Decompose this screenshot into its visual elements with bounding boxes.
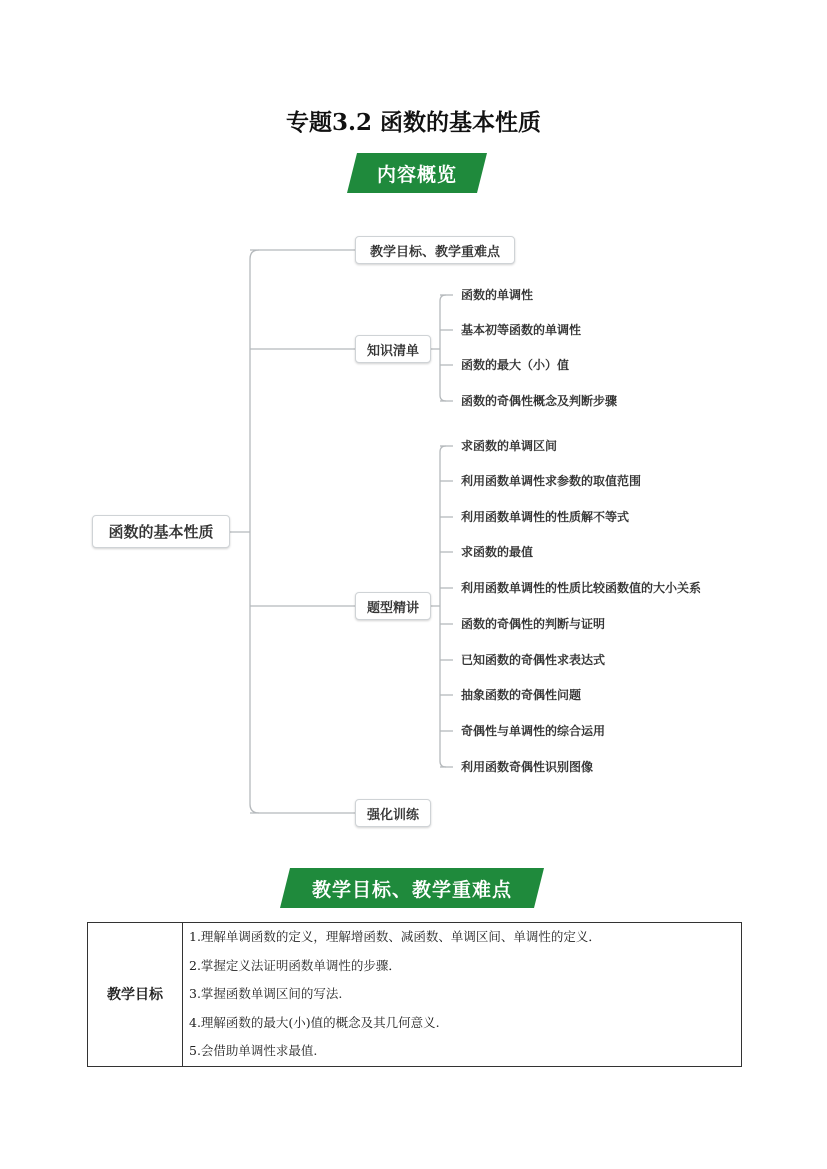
leaf-2-3: 函数的最大（小）值 [461, 358, 570, 372]
trunk-line [250, 250, 259, 813]
goals-label: 教学目标 [107, 987, 163, 1004]
leaf-3-8: 抽象函数的奇偶性问题 [461, 688, 582, 702]
leaf-3-2: 利用函数单调性求参数的取值范围 [461, 474, 642, 488]
goals-label-cell [88, 923, 183, 1067]
leaf-3-9: 奇偶性与单调性的综合运用 [461, 724, 606, 738]
leaf-3-1: 求函数的单调区间 [461, 439, 558, 453]
branch-3-bracket [440, 446, 446, 767]
leaf-3-10: 利用函数奇偶性识别图像 [461, 760, 594, 774]
overview-banner-label: 内容概览 [376, 163, 457, 186]
branch-node-3: 题型精讲 [355, 592, 431, 620]
leaf-3-3: 利用函数单调性的性质解不等式 [461, 510, 630, 524]
page-title: 专题3.2 函数的基本性质 [285, 109, 542, 136]
branch-node-2: 知识清单 [355, 335, 431, 363]
branch-node-1: 教学目标、教学重难点 [355, 236, 515, 264]
goals-banner-label: 教学目标、教学重难点 [311, 878, 512, 901]
leaf-2-2: 基本初等函数的单调性 [461, 323, 582, 337]
goals-list-cell [183, 923, 742, 1067]
goal-item-4: 4.理解函数的最大(小)值的概念及其几何意义. [189, 1014, 440, 1030]
leaf-3-5: 利用函数单调性的性质比较函数值的大小关系 [461, 581, 702, 595]
goal-item-1: 1.理解单调函数的定义，理解增函数、减函数、单调区间、单调性的定义． [189, 929, 601, 944]
leaf-3-6: 函数的奇偶性的判断与证明 [461, 617, 606, 631]
leaf-3-4: 求函数的最值 [461, 545, 534, 559]
goal-item-3: 3.掌握函数单调区间的写法. [189, 986, 343, 1001]
goals-table [87, 922, 742, 1067]
mindmap-root-node: 函数的基本性质 [92, 515, 230, 548]
branch-node-4: 强化训练 [355, 799, 431, 827]
goal-item-5: 5.会借助单调性求最值. [189, 1043, 318, 1058]
leaf-2-4: 函数的奇偶性概念及判断步骤 [461, 394, 618, 408]
branch-2-bracket [440, 295, 446, 401]
goals-banner [280, 868, 544, 908]
leaf-2-1: 函数的单调性 [461, 288, 534, 302]
goal-item-2: 2.掌握定义法证明函数单调性的步骤． [189, 957, 401, 973]
leaf-3-7: 已知函数的奇偶性求表达式 [461, 653, 606, 667]
